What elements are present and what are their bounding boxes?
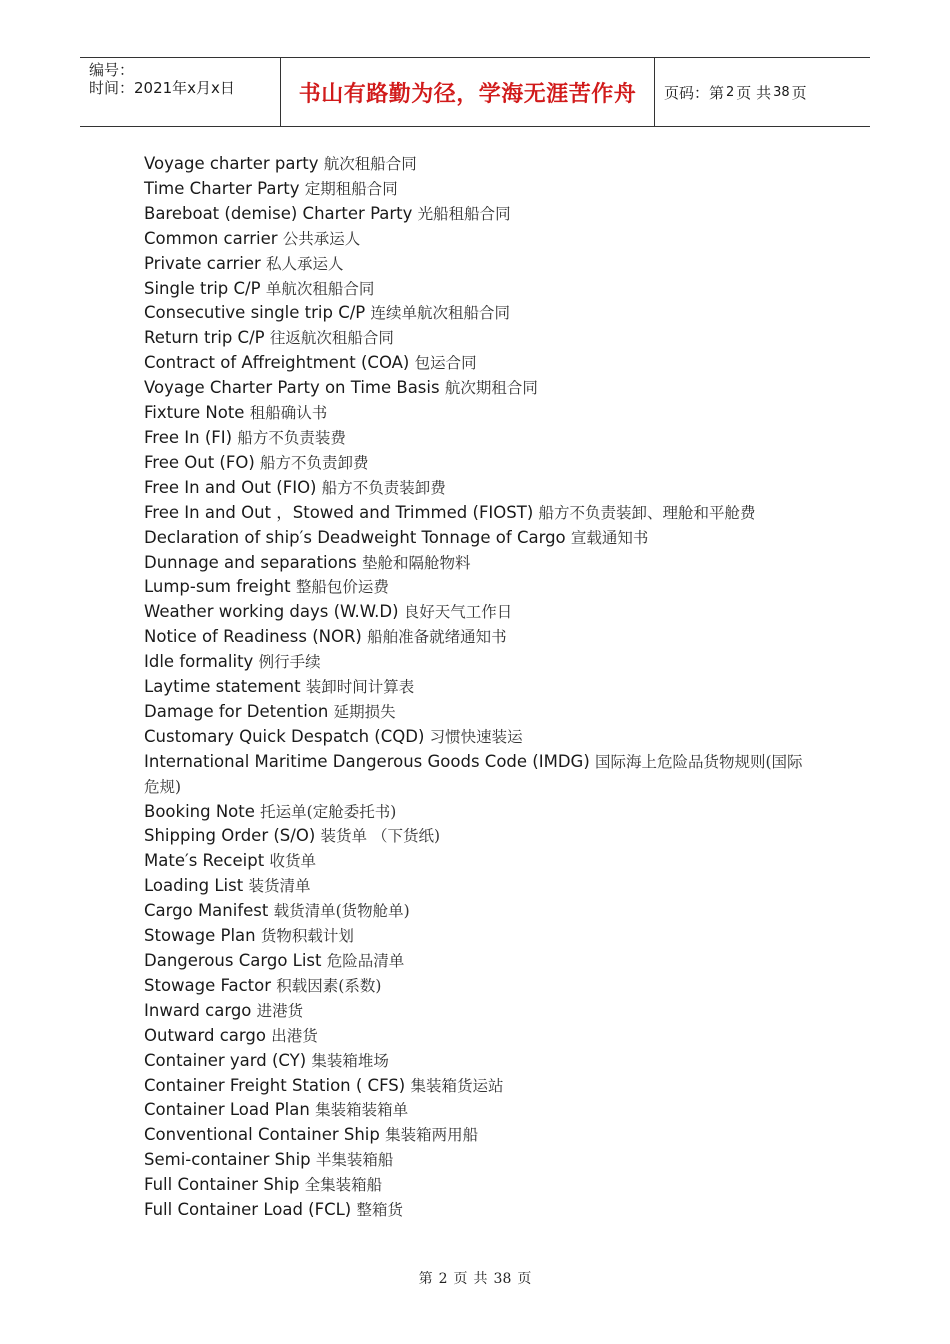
- term-english: Notice of Readiness (NOR): [144, 627, 362, 647]
- term-chinese: 延期损失: [333, 702, 396, 721]
- term-english: Private carrier: [144, 253, 261, 273]
- term-chinese: 包运合同: [414, 354, 477, 373]
- term-chinese: 货物积载计划: [260, 927, 354, 946]
- glossary-entry: [144, 526, 814, 551]
- glossary-entry: [144, 650, 814, 675]
- term-english: Stowage Factor: [144, 975, 272, 995]
- term-english: Semi-container Ship: [144, 1150, 311, 1170]
- document-number-label: 编号：: [89, 61, 135, 79]
- term-english: Dangerous Cargo List: [144, 951, 322, 970]
- term-english: Dunnage and separations: [144, 552, 357, 572]
- term-english: Free In (FI): [144, 427, 233, 447]
- glossary-entry: [144, 750, 814, 800]
- page-suffix: 页: [791, 83, 807, 102]
- term-chinese: 租船确认书: [249, 404, 328, 423]
- footer-total-prefix: 共: [473, 1271, 488, 1287]
- term-english: Damage for Detention: [144, 701, 329, 721]
- term-english: Common carrier: [144, 228, 278, 248]
- glossary-entry: [144, 551, 814, 576]
- page-number: 2: [726, 84, 735, 100]
- term-chinese: 船方不负责装费: [237, 428, 346, 447]
- term-chinese: 往返航次租船合同: [269, 329, 394, 348]
- glossary-entry: [144, 1123, 814, 1148]
- glossary-entry: [144, 575, 814, 600]
- term-english: Fixture Note: [144, 403, 245, 423]
- page-total: 38: [773, 84, 790, 100]
- glossary-entry: [144, 401, 814, 426]
- term-english: Bareboat (demise) Charter Party: [144, 203, 413, 223]
- header-meta: [80, 58, 281, 126]
- term-english: Return trip C/P: [144, 328, 265, 348]
- glossary-entry: [144, 974, 814, 999]
- term-chinese: 国际海上危险品货物规则(国际危规): [144, 752, 803, 796]
- term-english: Contract of Affreightment (COA): [144, 353, 410, 373]
- glossary-entry: [144, 476, 814, 501]
- term-english: Container Freight Station ( CFS): [144, 1075, 406, 1095]
- header-motto: 书山有路勤为径，学海无涯苦作舟: [281, 58, 655, 126]
- glossary-entry: [144, 1049, 814, 1074]
- term-english: Container yard (CY): [144, 1050, 307, 1070]
- footer-total: 38: [493, 1271, 512, 1287]
- footer-prefix: 第: [418, 1271, 433, 1287]
- glossary-entry: [144, 426, 814, 451]
- term-english: Free In and Out (FIO): [144, 477, 317, 497]
- term-english: Container Load Plan: [144, 1100, 310, 1120]
- term-chinese: 航次期租合同: [444, 379, 538, 398]
- term-english: Full Container Ship: [144, 1175, 300, 1195]
- term-english: Full Container Load (FCL): [144, 1200, 352, 1220]
- glossary-entry: [144, 1098, 814, 1123]
- term-chinese: 载货清单(货物舱单): [273, 902, 410, 921]
- term-chinese: 例行手续: [258, 653, 321, 672]
- glossary-entry: [144, 277, 814, 302]
- term-chinese: 船舶准备就绪通知书: [367, 628, 507, 647]
- glossary-entry: [144, 1148, 814, 1173]
- glossary-entry: [144, 376, 814, 401]
- glossary-entry: [144, 177, 814, 202]
- term-chinese: 集装箱装箱单: [315, 1101, 409, 1120]
- glossary-entry: [144, 725, 814, 750]
- term-english: Laytime statement: [144, 677, 301, 697]
- glossary-list: [144, 152, 814, 1223]
- term-chinese: 私人承运人: [266, 254, 344, 273]
- glossary-entry: [144, 824, 814, 849]
- glossary-entry: [144, 800, 814, 825]
- page-footer: [0, 1268, 950, 1288]
- glossary-entry: [144, 924, 814, 949]
- term-chinese: 船方不负责装卸费: [321, 478, 446, 497]
- glossary-entry: [144, 625, 814, 650]
- term-english: Mate′s Receipt: [144, 851, 265, 871]
- term-chinese: 集装箱堆场: [311, 1051, 389, 1070]
- page-mid: 页 共: [736, 83, 772, 102]
- term-english: Time Charter Party: [144, 178, 300, 198]
- glossary-entry: [144, 700, 814, 725]
- term-chinese: 装货清单: [248, 877, 311, 896]
- term-chinese: 公共承运人: [282, 229, 361, 248]
- term-chinese: 危险品清单: [326, 952, 405, 970]
- glossary-entry: [144, 874, 814, 899]
- term-chinese: 集装箱货运站: [410, 1076, 504, 1095]
- footer-suffix: 页: [517, 1271, 532, 1287]
- footer-page-number: 2: [438, 1271, 448, 1287]
- term-english: Idle formality: [144, 652, 254, 672]
- term-english: Weather working days (W.W.D): [144, 602, 399, 622]
- term-english: Single trip C/P: [144, 278, 261, 298]
- glossary-entry: [144, 451, 814, 476]
- glossary-entry: [144, 202, 814, 227]
- glossary-entry: [144, 252, 814, 277]
- term-english: International Maritime Dangerous Goods Code (IMDG): [144, 751, 590, 771]
- term-english: Loading List: [144, 876, 244, 896]
- term-chinese: 进港货: [256, 1001, 304, 1020]
- term-english: Lump-sum freight: [144, 577, 291, 597]
- term-english: Booking Note: [144, 801, 255, 821]
- page-header: [80, 57, 870, 127]
- term-english: Voyage Charter Party on Time Basis: [144, 378, 440, 398]
- glossary-entry: [144, 899, 814, 924]
- glossary-entry: [144, 351, 814, 376]
- glossary-entry: [144, 1024, 814, 1049]
- term-chinese: 垫舱和隔舱物料: [362, 553, 471, 572]
- glossary-entry: [144, 501, 814, 526]
- term-chinese: 单航次租船合同: [265, 279, 375, 298]
- term-chinese: 整船包价运费: [295, 578, 389, 597]
- term-english: Stowage Plan: [144, 926, 256, 946]
- term-chinese: 习惯快速装运: [429, 727, 523, 746]
- term-english: Conventional Container Ship: [144, 1125, 380, 1145]
- term-english: Outward cargo: [144, 1025, 266, 1045]
- term-chinese: 全集装箱船: [304, 1176, 383, 1195]
- term-english: Shipping Order (S/O): [144, 826, 316, 846]
- term-chinese: 托运单(定舱委托书): [260, 802, 397, 821]
- term-chinese: 船方不负责装卸、理舱和平舱费: [538, 503, 756, 522]
- term-chinese: 航次租船合同: [323, 155, 417, 173]
- glossary-entry: [144, 301, 814, 326]
- glossary-entry: [144, 949, 814, 974]
- glossary-entry: [144, 600, 814, 625]
- term-chinese: 船方不负责卸费: [260, 453, 369, 472]
- term-chinese: 光船租船合同: [417, 204, 511, 223]
- term-chinese: 半集装箱船: [315, 1151, 394, 1170]
- term-chinese: 装卸时间计算表: [305, 678, 415, 697]
- glossary-entry: [144, 999, 814, 1024]
- term-english: Voyage charter party: [144, 154, 319, 173]
- term-chinese: 集装箱两用船: [385, 1126, 479, 1145]
- term-english: Consecutive single trip C/P: [144, 303, 366, 323]
- glossary-entry: [144, 1074, 814, 1099]
- term-english: Free In and Out ，Stowed and Trimmed (FIOST): [144, 502, 534, 522]
- glossary-entry: [144, 152, 814, 177]
- term-chinese: 装货单 （下货纸): [320, 827, 440, 846]
- glossary-entry: [144, 675, 814, 700]
- term-english: Cargo Manifest: [144, 901, 269, 921]
- page-prefix: 页码：第: [664, 83, 725, 102]
- term-chinese: 宣载通知书: [570, 528, 649, 547]
- glossary-entry: [144, 1198, 814, 1223]
- term-chinese: 连续单航次租船合同: [370, 304, 511, 323]
- term-english: Inward cargo: [144, 1000, 252, 1020]
- document-time-label: 时间：2021年x月x日: [89, 79, 235, 97]
- term-chinese: 良好天气工作日: [403, 603, 513, 622]
- term-english: Free Out (FO): [144, 452, 255, 472]
- header-page-indicator: [655, 58, 870, 126]
- term-chinese: 积载因素(系数): [276, 976, 382, 995]
- term-english: Declaration of ship′s Deadweight Tonnage of Cargo: [144, 527, 566, 547]
- term-chinese: 整箱货: [356, 1201, 404, 1220]
- term-chinese: 收货单: [269, 852, 316, 871]
- footer-mid: 页: [453, 1271, 468, 1287]
- term-chinese: 定期租船合同: [304, 179, 398, 198]
- glossary-entry: [144, 326, 814, 351]
- glossary-entry: [144, 849, 814, 874]
- term-english: Customary Quick Despatch (CQD): [144, 726, 425, 746]
- glossary-entry: [144, 1173, 814, 1198]
- glossary-entry: [144, 227, 814, 252]
- term-chinese: 出港货: [271, 1026, 318, 1045]
